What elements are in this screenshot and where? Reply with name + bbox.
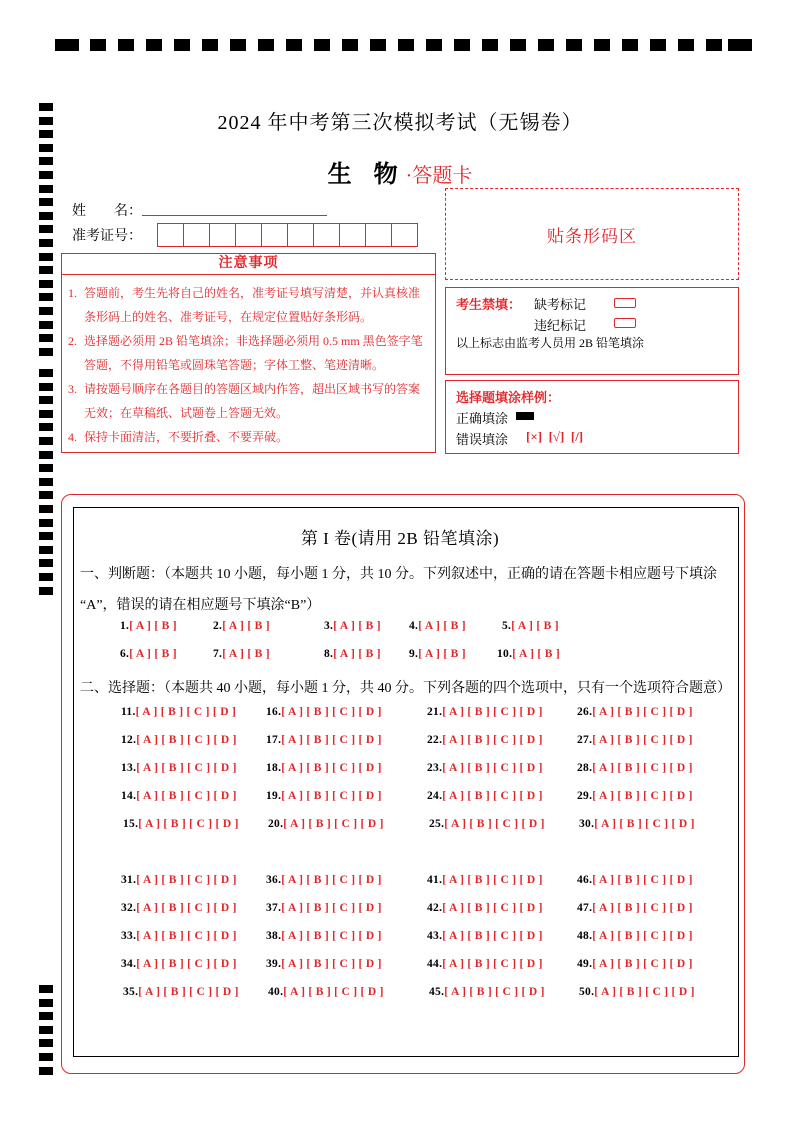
timing-mark — [55, 39, 79, 51]
mc-question-22[interactable]: 22.[ A ] [ B ] [ C ] [ D ] — [427, 734, 543, 746]
mc-question-50[interactable]: 50.[ A ] [ B ] [ C ] [ D ] — [579, 986, 695, 998]
mc-question-42[interactable]: 42.[ A ] [ B ] [ C ] [ D ] — [427, 902, 543, 914]
timing-mark — [39, 253, 53, 261]
mc-question-30[interactable]: 30.[ A ] [ B ] [ C ] [ D ] — [579, 818, 695, 830]
mc-question-19[interactable]: 19.[ A ] [ B ] [ C ] [ D ] — [266, 790, 382, 802]
timing-mark — [426, 39, 442, 51]
timing-mark — [39, 307, 53, 315]
timing-mark — [678, 39, 694, 51]
timing-mark — [39, 985, 53, 993]
timing-mark — [39, 1053, 53, 1061]
timing-mark — [39, 587, 53, 595]
timing-mark — [706, 39, 722, 51]
timing-mark — [39, 198, 53, 206]
top-timing-marks — [55, 39, 755, 51]
tf-question-4[interactable]: 4.[ A ] [ B ] — [409, 620, 466, 632]
mc-question-25[interactable]: 25.[ A ] [ B ] [ C ] [ D ] — [429, 818, 545, 830]
wrong-fill-label: 错误填涂 — [456, 432, 509, 447]
timing-mark — [39, 293, 53, 301]
timing-mark — [258, 39, 274, 51]
tf-question-8[interactable]: 8.[ A ] [ B ] — [324, 648, 381, 660]
section-2-instructions: 二、选择题：（本题共 40 小题，每小题 1 分，共 40 分。下列各题的四个选项中，只有一个选项符合题意） — [80, 681, 731, 696]
mc-question-31[interactable]: 31.[ A ] [ B ] [ C ] [ D ] — [121, 874, 237, 886]
timing-mark — [728, 39, 752, 51]
forbidden-box — [445, 287, 739, 375]
forbidden-label: 考生禁填： — [456, 297, 522, 312]
mc-question-14[interactable]: 14.[ A ] [ B ] [ C ] [ D ] — [121, 790, 237, 802]
timing-mark — [39, 348, 53, 356]
mc-question-45[interactable]: 45.[ A ] [ B ] [ C ] [ D ] — [429, 986, 545, 998]
mc-question-49[interactable]: 49.[ A ] [ B ] [ C ] [ D ] — [577, 958, 693, 970]
mc-question-48[interactable]: 48.[ A ] [ B ] [ C ] [ D ] — [577, 930, 693, 942]
mc-question-15[interactable]: 15.[ A ] [ B ] [ C ] [ D ] — [123, 818, 239, 830]
mc-question-43[interactable]: 43.[ A ] [ B ] [ C ] [ D ] — [427, 930, 543, 942]
tf-question-6[interactable]: 6.[ A ] [ B ] — [120, 648, 177, 660]
mc-question-34[interactable]: 34.[ A ] [ B ] [ C ] [ D ] — [121, 958, 237, 970]
notice-item: 2. 选择题必须用 2B 铅笔填涂；非选择题必须用 0.5 mm 黑色签字笔答题，不得用铅笔或圆珠笔答题；字体工整、笔迹清晰。 — [68, 334, 423, 372]
timing-mark — [622, 39, 638, 51]
timing-mark — [39, 1012, 53, 1020]
mc-question-11[interactable]: 11.[ A ] [ B ] [ C ] [ D ] — [121, 706, 237, 718]
mc-question-20[interactable]: 20.[ A ] [ B ] [ C ] [ D ] — [268, 818, 384, 830]
mc-question-26[interactable]: 26.[ A ] [ B ] [ C ] [ D ] — [577, 706, 693, 718]
mc-question-47[interactable]: 47.[ A ] [ B ] [ C ] [ D ] — [577, 902, 693, 914]
correct-fill-sample — [516, 412, 534, 420]
timing-mark — [594, 39, 610, 51]
timing-mark — [454, 39, 470, 51]
sample-label: 选择题填涂样例： — [456, 390, 561, 405]
timing-mark — [202, 39, 218, 51]
timing-mark — [39, 225, 53, 233]
notice-item: 3. 请按题号顺序在各题目的答题区域内作答，超出区域书写的答案无效；在草稿纸、试题卷上答题无效。 — [68, 382, 421, 420]
timing-mark — [538, 39, 554, 51]
timing-mark — [146, 39, 162, 51]
mc-question-16[interactable]: 16.[ A ] [ B ] [ C ] [ D ] — [266, 706, 382, 718]
timing-mark — [174, 39, 190, 51]
tf-question-9[interactable]: 9.[ A ] [ B ] — [409, 648, 466, 660]
mc-question-24[interactable]: 24.[ A ] [ B ] [ C ] [ D ] — [427, 790, 543, 802]
mc-question-40[interactable]: 40.[ A ] [ B ] [ C ] [ D ] — [268, 986, 384, 998]
timing-mark — [39, 437, 53, 445]
mc-question-35[interactable]: 35.[ A ] [ B ] [ C ] [ D ] — [123, 986, 239, 998]
timing-mark — [39, 478, 53, 486]
mc-question-12[interactable]: 12.[ A ] [ B ] [ C ] [ D ] — [121, 734, 237, 746]
timing-mark — [39, 321, 53, 329]
mc-question-37[interactable]: 37.[ A ] [ B ] [ C ] [ D ] — [266, 902, 382, 914]
timing-mark — [39, 505, 53, 513]
tf-question-3[interactable]: 3.[ A ] [ B ] — [324, 620, 381, 632]
mc-question-38[interactable]: 38.[ A ] [ B ] [ C ] [ D ] — [266, 930, 382, 942]
timing-mark — [90, 39, 106, 51]
timing-mark — [566, 39, 582, 51]
mc-question-28[interactable]: 28.[ A ] [ B ] [ C ] [ D ] — [577, 762, 693, 774]
violation-mark-box[interactable] — [614, 318, 636, 328]
timing-mark — [39, 410, 53, 418]
timing-mark — [39, 1067, 53, 1075]
timing-mark — [118, 39, 134, 51]
timing-mark — [39, 212, 53, 220]
timing-mark — [39, 266, 53, 274]
answer-card-label: ·答题卡 — [405, 165, 473, 187]
mc-question-46[interactable]: 46.[ A ] [ B ] [ C ] [ D ] — [577, 874, 693, 886]
section-1-instructions: 一、判断题：（本题共 10 小题，每小题 1 分，共 10 分。下列叙述中，正确的请在答题卡相应题号下填涂 — [80, 567, 717, 582]
absent-mark-box[interactable] — [614, 298, 636, 308]
answer-section-inner — [73, 507, 739, 1057]
mc-question-39[interactable]: 39.[ A ] [ B ] [ C ] [ D ] — [266, 958, 382, 970]
timing-mark — [39, 573, 53, 581]
timing-mark — [39, 1026, 53, 1034]
timing-mark — [39, 559, 53, 567]
volume-title: 第 I 卷(请用 2B 铅笔填涂) — [300, 529, 500, 548]
notice-title: 注意事项 — [62, 254, 435, 275]
absent-mark-label: 缺考标记 — [534, 297, 587, 312]
timing-mark — [39, 144, 53, 152]
timing-mark — [39, 464, 53, 472]
wrong-fill-samples: [×] [√] [/] — [526, 429, 584, 444]
fill-sample-box — [445, 380, 739, 454]
id-label: 准考证号： — [72, 229, 142, 244]
timing-mark — [39, 1039, 53, 1047]
timing-mark — [230, 39, 246, 51]
timing-mark — [39, 239, 53, 247]
timing-mark — [39, 423, 53, 431]
name-label: 姓 名： — [72, 204, 142, 219]
timing-mark — [39, 999, 53, 1007]
tf-question-7[interactable]: 7.[ A ] [ B ] — [213, 648, 270, 660]
mc-question-27[interactable]: 27.[ A ] [ B ] [ C ] [ D ] — [577, 734, 693, 746]
timing-mark — [39, 491, 53, 499]
timing-mark — [510, 39, 526, 51]
mc-question-13[interactable]: 13.[ A ] [ B ] [ C ] [ D ] — [121, 762, 237, 774]
timing-mark — [342, 39, 358, 51]
timing-mark — [39, 280, 53, 288]
mc-question-32[interactable]: 32.[ A ] [ B ] [ C ] [ D ] — [121, 902, 237, 914]
notice-box — [61, 253, 436, 453]
timing-mark — [482, 39, 498, 51]
tf-question-10[interactable]: 10.[ A ] [ B ] — [497, 648, 560, 660]
violation-mark-label: 违纪标记 — [534, 318, 587, 333]
timing-mark — [39, 369, 53, 377]
timing-mark — [370, 39, 386, 51]
mc-question-33[interactable]: 33.[ A ] [ B ] [ C ] [ D ] — [121, 930, 237, 942]
timing-mark — [39, 451, 53, 459]
mc-question-17[interactable]: 17.[ A ] [ B ] [ C ] [ D ] — [266, 734, 382, 746]
mc-question-18[interactable]: 18.[ A ] [ B ] [ C ] [ D ] — [266, 762, 382, 774]
mc-question-36[interactable]: 36.[ A ] [ B ] [ C ] [ D ] — [266, 874, 382, 886]
timing-mark — [39, 334, 53, 342]
timing-mark — [398, 39, 414, 51]
mc-question-21[interactable]: 21.[ A ] [ B ] [ C ] [ D ] — [427, 706, 543, 718]
mc-question-29[interactable]: 29.[ A ] [ B ] [ C ] [ D ] — [577, 790, 693, 802]
name-field[interactable] — [142, 214, 327, 216]
correct-fill-label: 正确填涂 — [456, 411, 509, 426]
notice-item: 4. 保持卡面清洁，不要折叠、不要弄破。 — [68, 430, 289, 444]
timing-mark — [39, 383, 53, 391]
subject-name: 生 物 — [327, 162, 406, 188]
timing-mark — [286, 39, 302, 51]
id-number-boxes[interactable] — [157, 223, 418, 247]
barcode-area: 贴条形码区 — [445, 188, 739, 280]
timing-mark — [314, 39, 330, 51]
notice-item: 1. 答题前，考生先将自己的姓名，准考证号填写清楚，并认真核准条形码上的姓名、准考证号，在规定位置贴好条形码。 — [68, 286, 421, 324]
timing-mark — [39, 396, 53, 404]
exam-title: 2024 年中考第三次模拟考试（无锡卷） — [217, 112, 583, 134]
subject-heading — [0, 154, 800, 189]
section-1-instructions-cont: “A”，错误的请在相应题号下填涂“B”） — [80, 598, 321, 613]
tf-question-1[interactable]: 1.[ A ] [ B ] — [120, 620, 177, 632]
tf-question-5[interactable]: 5.[ A ] [ B ] — [502, 620, 559, 632]
tf-question-2[interactable]: 2.[ A ] [ B ] — [213, 620, 270, 632]
forbidden-note: 以上标志由监考人员用 2B 铅笔填涂 — [456, 336, 645, 350]
mc-question-23[interactable]: 23.[ A ] [ B ] [ C ] [ D ] — [427, 762, 543, 774]
mc-question-44[interactable]: 44.[ A ] [ B ] [ C ] [ D ] — [427, 958, 543, 970]
mc-question-41[interactable]: 41.[ A ] [ B ] [ C ] [ D ] — [427, 874, 543, 886]
timing-mark — [650, 39, 666, 51]
